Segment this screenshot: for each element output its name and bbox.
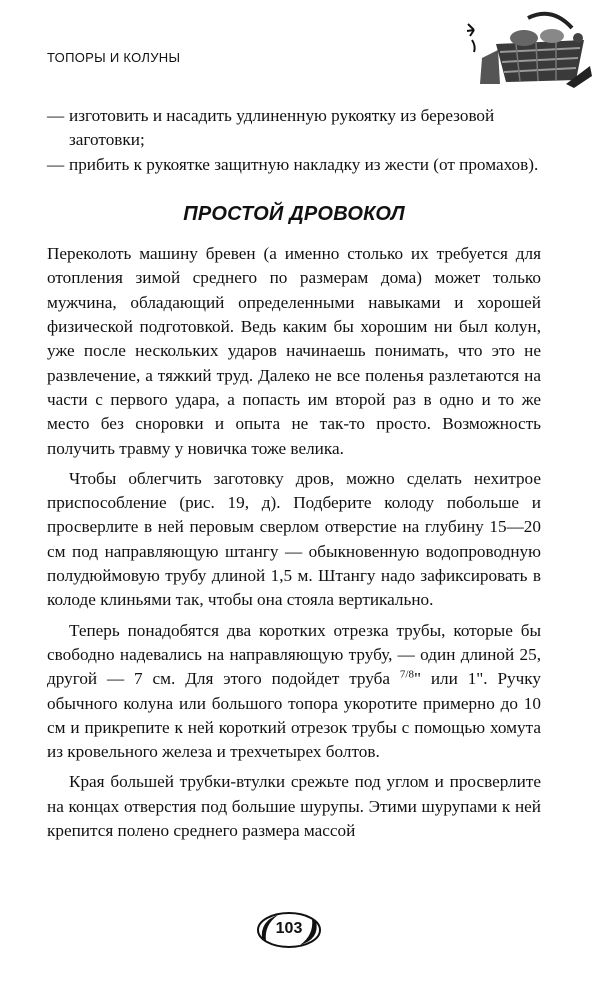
section-heading: ПРОСТОЙ ДРОВОКОЛ (183, 202, 405, 225)
list-item-text: прибить к рукоятке защитную накладку из жести (от промахов). (69, 154, 539, 174)
running-title: ТОПОРЫ И КОЛУНЫ (47, 50, 181, 65)
paragraph: Края большей трубки-втулки срежьте под углом и просверлите на концах отверстия под большие шурупы. Этими шурупами к ней крепится полено среднего размера массой (47, 772, 541, 841)
paragraph: Переколоть машину бревен (а именно столько их требуется для отопления зимой среднего по размерам дома) может только мужчина, обладающий определенными навыками и хорошей физической подготовкой. Ведь каким бы хорошим ни был колун, уже после нескольких ударов начинаешь понимать, что это не развлечение, а тяжкий труд. Далеко не все поленья разлетаются на части с первого удара, а попасть им второй раз в одно и то же место без сноровки и опыта не так-то просто. Возможность получить травму у новичка тоже велика. (47, 244, 541, 458)
paragraph: Теперь понадобятся два коротких отрезка трубы, которые бы свободно надевались на направляющую трубу, — один длиной 25, другой — 7 см. Для этого подойдет труба $^{7/8}$" или 1". Ручку обычного колуна или большого топора укоротите примерно до 10 см и прикрепите к ней короткий отрезок трубы с помощью хомута из кровельного железа и трехчетырех болтов. (47, 620, 541, 762)
page-number-badge (254, 909, 324, 951)
garden-tools-basket-icon (466, 10, 594, 88)
list-item: — прибить к рукоятке защитную накладку из жести (от промахов). (47, 153, 541, 177)
list-item: — изготовить и насадить удлиненную рукоятку из березовой заготовки; (47, 104, 541, 153)
paragraph: Чтобы облегчить заготовку дров, можно сделать нехитрое приспособление (рис. 19, д). Подберите колоду побольше и просверлите в ней перовым сверлом отверстие на глубину 15—20 см под направляющую штангу — обыкновенную водопроводную полудюймовую трубу длиной 1,5 м. Штангу надо зафиксировать в колоде клиньями так, чтобы она стояла вертикально. (47, 468, 541, 610)
list-item-text: изготовить и насадить удлиненную рукоятку из березовой заготовки; (69, 106, 495, 150)
page-body (47, 104, 541, 849)
fraction: 7/8 (399, 668, 414, 681)
page-number: 103 (275, 920, 303, 937)
